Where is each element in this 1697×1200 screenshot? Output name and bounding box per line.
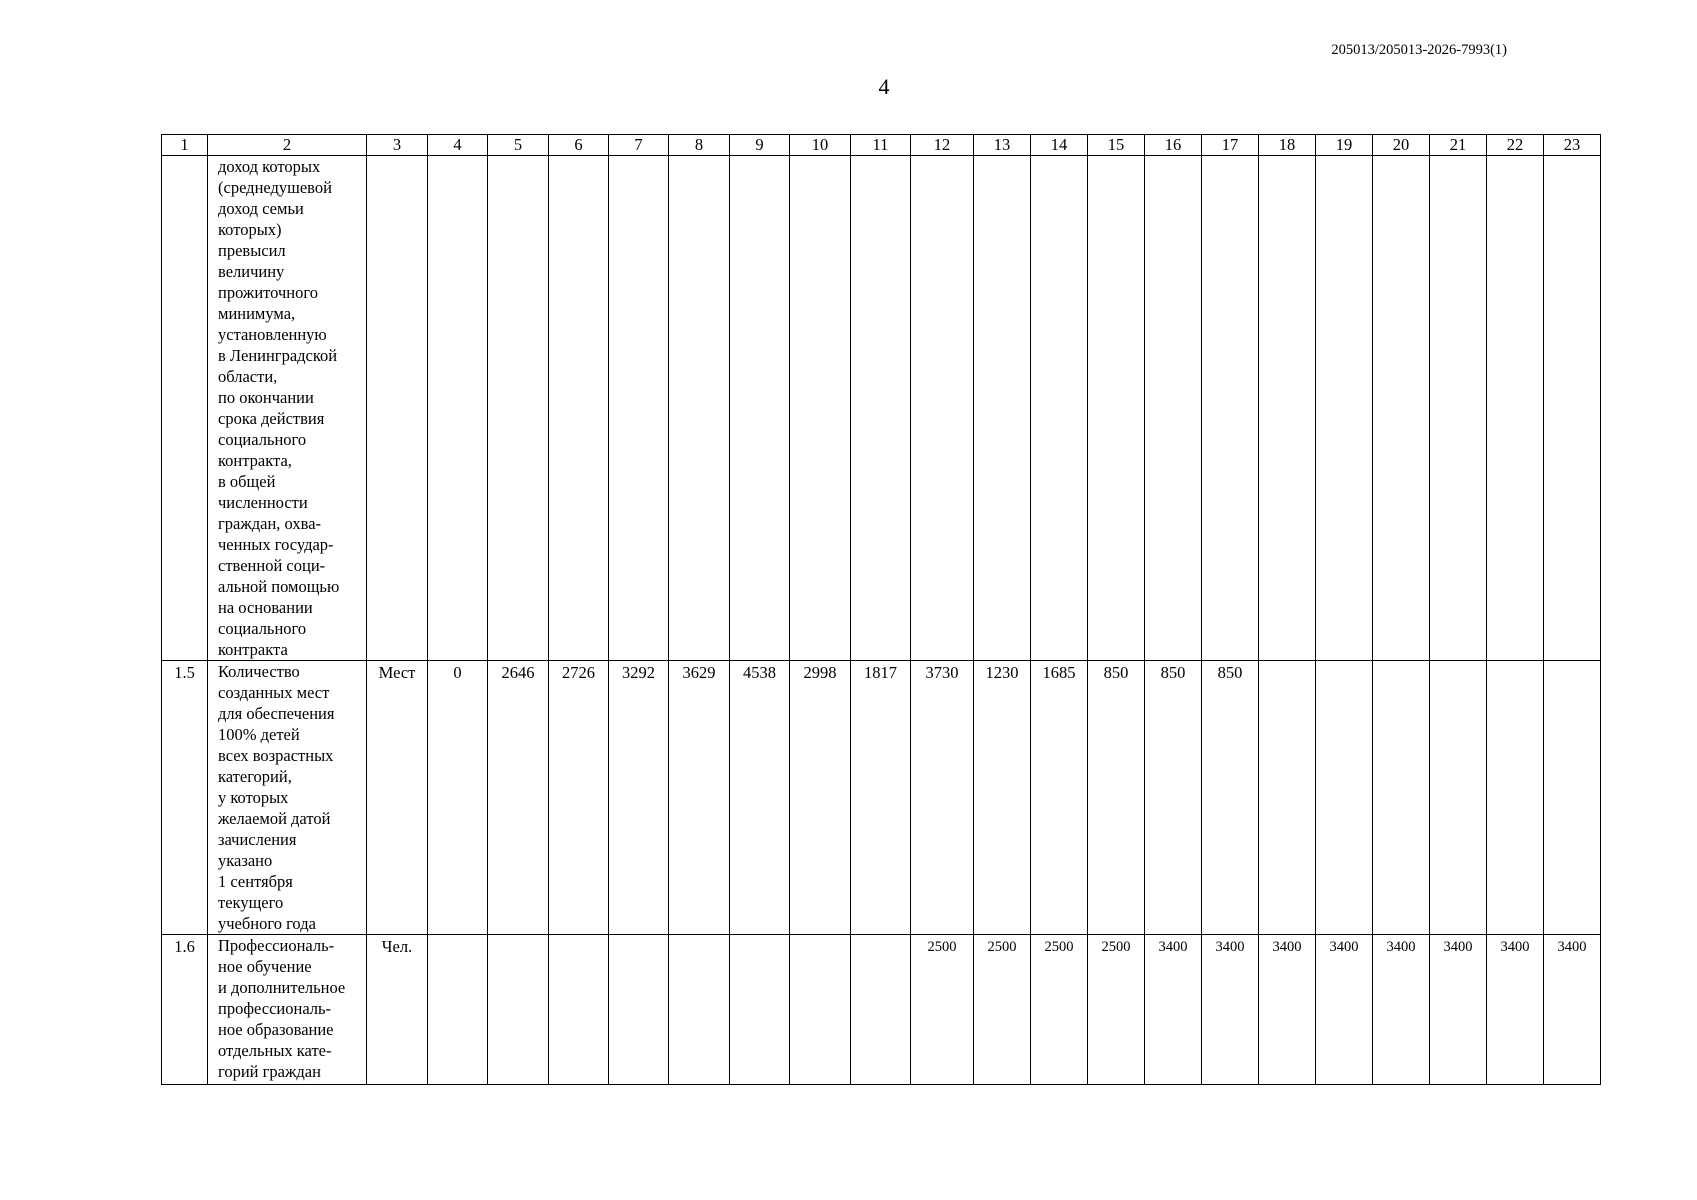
value-cell: [428, 935, 488, 1085]
value-cell: 2500: [974, 935, 1031, 1085]
column-number-header: 5: [488, 135, 549, 156]
value-cell: [851, 935, 911, 1085]
value-cell: [1202, 156, 1259, 661]
value-cell: 2646: [488, 661, 549, 935]
value-cell: [1259, 661, 1316, 935]
value-cell: [428, 156, 488, 661]
column-number-header: 22: [1487, 135, 1544, 156]
value-cell: [549, 156, 609, 661]
data-table: [161, 134, 1601, 1085]
table-row: [162, 661, 1601, 935]
value-cell: 1685: [1031, 661, 1088, 935]
value-cell: [1316, 156, 1373, 661]
value-cell: 4538: [730, 661, 790, 935]
column-number-header: 8: [669, 135, 730, 156]
value-cell: [1259, 156, 1316, 661]
value-cell: 3400: [1487, 935, 1544, 1085]
value-cell: 3730: [911, 661, 974, 935]
page-number: 4: [878, 74, 890, 99]
value-cell: [1487, 156, 1544, 661]
column-number-header: 11: [851, 135, 911, 156]
column-number-header: 9: [730, 135, 790, 156]
value-cell: 0: [428, 661, 488, 935]
value-cell: [488, 156, 549, 661]
column-number-header: 2: [208, 135, 367, 156]
column-number-header: 19: [1316, 135, 1373, 156]
value-cell: [669, 156, 730, 661]
value-cell: [669, 935, 730, 1085]
row-number: [162, 156, 208, 661]
unit-cell: [367, 156, 428, 661]
value-cell: [549, 935, 609, 1085]
column-number-header: 6: [549, 135, 609, 156]
value-cell: [1373, 156, 1430, 661]
value-cell: [974, 156, 1031, 661]
column-number-header: 4: [428, 135, 488, 156]
column-number-header: 15: [1088, 135, 1145, 156]
value-cell: 850: [1202, 661, 1259, 935]
column-number-header: 17: [1202, 135, 1259, 156]
column-number-header: 12: [911, 135, 974, 156]
value-cell: 2500: [1031, 935, 1088, 1085]
value-cell: 3400: [1544, 935, 1601, 1085]
column-number-header: 21: [1430, 135, 1487, 156]
value-cell: [1316, 661, 1373, 935]
value-cell: [730, 156, 790, 661]
header-row: [162, 135, 1601, 156]
unit-cell: Мест: [367, 661, 428, 935]
value-cell: [1373, 661, 1430, 935]
column-number-header: 7: [609, 135, 669, 156]
column-number-header: 23: [1544, 135, 1601, 156]
value-cell: [1145, 156, 1202, 661]
value-cell: [609, 935, 669, 1085]
value-cell: 2998: [790, 661, 851, 935]
value-cell: 1817: [851, 661, 911, 935]
value-cell: 2500: [911, 935, 974, 1085]
indicator-description: Количество созданных мест для обеспечения 100% детей всех возрастных категорий, у которых желаемой датой зачисления указано 1 сентября текущего учебного года: [208, 661, 367, 935]
value-cell: [1544, 156, 1601, 661]
value-cell: [488, 935, 549, 1085]
value-cell: 2500: [1088, 935, 1145, 1085]
value-cell: [790, 935, 851, 1085]
column-number-header: 3: [367, 135, 428, 156]
value-cell: 3400: [1373, 935, 1430, 1085]
column-number-header: 13: [974, 135, 1031, 156]
value-cell: [609, 156, 669, 661]
value-cell: 3400: [1145, 935, 1202, 1085]
value-cell: [1430, 661, 1487, 935]
value-cell: 3629: [669, 661, 730, 935]
value-cell: 3400: [1259, 935, 1316, 1085]
column-number-header: 1: [162, 135, 208, 156]
value-cell: [851, 156, 911, 661]
value-cell: 3400: [1316, 935, 1373, 1085]
value-cell: 850: [1088, 661, 1145, 935]
value-cell: [790, 156, 851, 661]
column-number-header: 10: [790, 135, 851, 156]
column-number-header: 20: [1373, 135, 1430, 156]
unit-cell: Чел.: [367, 935, 428, 1085]
value-cell: 3292: [609, 661, 669, 935]
value-cell: 850: [1145, 661, 1202, 935]
value-cell: [1088, 156, 1145, 661]
value-cell: [1487, 661, 1544, 935]
document-id: 205013/205013-2026-7993(1): [1331, 42, 1507, 58]
value-cell: [911, 156, 974, 661]
column-number-header: 14: [1031, 135, 1088, 156]
column-number-header: 16: [1145, 135, 1202, 156]
value-cell: [1031, 156, 1088, 661]
column-number-header: 18: [1259, 135, 1316, 156]
value-cell: 3400: [1202, 935, 1259, 1085]
value-cell: [730, 935, 790, 1085]
value-cell: 1230: [974, 661, 1031, 935]
row-number: 1.5: [162, 661, 208, 935]
table-row: [162, 156, 1601, 661]
row-number: 1.6: [162, 935, 208, 1085]
value-cell: [1544, 661, 1601, 935]
value-cell: 3400: [1430, 935, 1487, 1085]
value-cell: 2726: [549, 661, 609, 935]
value-cell: [1430, 156, 1487, 661]
indicator-description: доход которых (среднедушевой доход семьи которых) превысил величину прожиточного минимума, установленную в Ленинградской области, по окончании срока действия социального контракта, в общей численности граждан, охва- ченных государ- ственной соци- альной помощью на основании социального контракта: [208, 156, 367, 661]
indicator-description: Профессиональ- ное обучение и дополнительное профессиональ- ное образование отдельных кате- горий граждан: [208, 935, 367, 1085]
table-row: [162, 935, 1601, 1085]
